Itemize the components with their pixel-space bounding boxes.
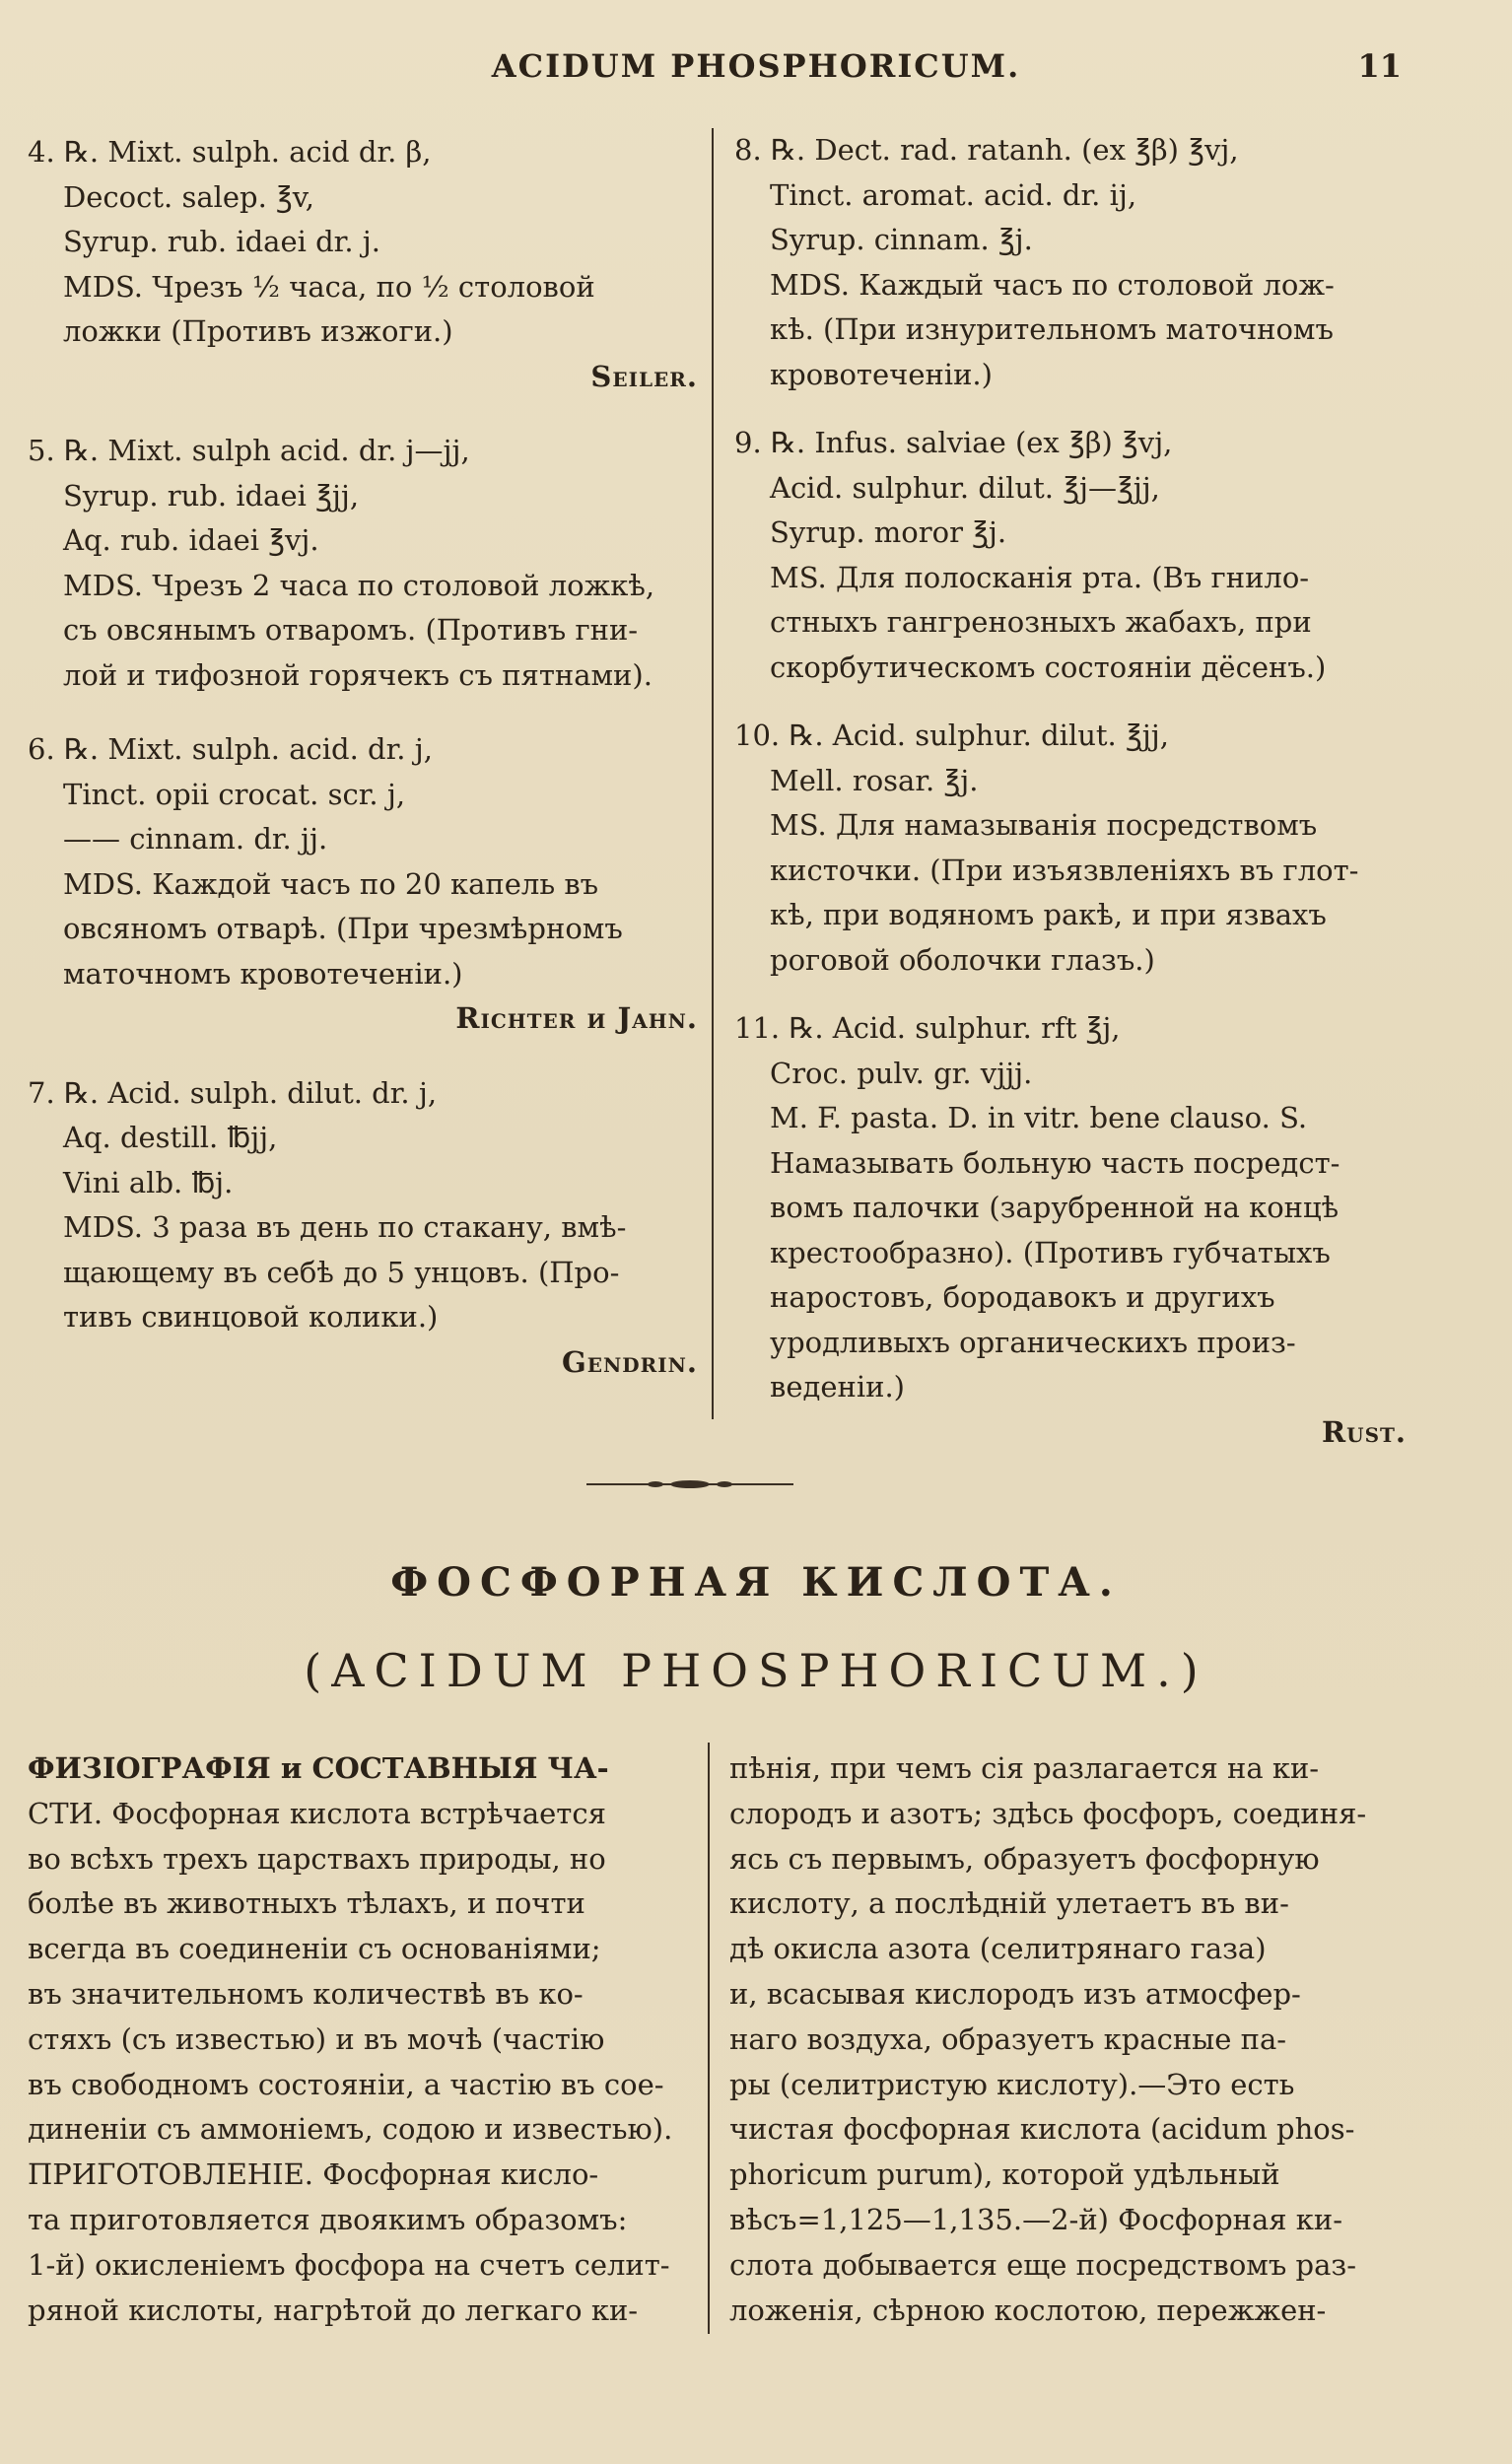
body-line: ложенія, сѣрною кослотою, пережжен- <box>729 2293 1327 2327</box>
recipe-line: 6. ℞. Mixt. sulph. acid. dr. j, <box>28 732 433 766</box>
body-line: ясь съ первымъ, образуетъ фосфорную <box>729 1841 1320 1876</box>
recipe-author: Gendrin. <box>562 1344 698 1379</box>
recipe-line: 7. ℞. Acid. sulph. dilut. dr. j, <box>28 1075 438 1110</box>
body-line: та приготовляется двоякимъ образомъ: <box>28 2202 628 2236</box>
body-line: слота добывается еще посредствомъ раз- <box>729 2247 1356 2282</box>
recipe-7 <box>28 1071 698 1386</box>
recipe-line: Syrup. rub. idaei dr. j. <box>63 225 381 258</box>
recipe-5 <box>28 429 698 698</box>
recipe-line: M. F. pasta. D. in vitr. bene clauso. S. <box>770 1101 1308 1134</box>
recipe-4 <box>28 130 698 399</box>
recipe-line: Aq. destill. ℔jj, <box>63 1121 278 1154</box>
body-line: во всѣхъ трехъ царствахъ природы, но <box>28 1841 606 1876</box>
page-number: 11 <box>1357 47 1402 85</box>
body-line: и, всасывая кислородъ изъ атмосфер- <box>729 1976 1301 2011</box>
recipe-line: Намазывать больную часть посредст- <box>770 1145 1340 1180</box>
recipe-line: 4. ℞. Mixt. sulph. acid dr. β, <box>28 135 432 169</box>
recipes-right-column <box>734 128 1407 1478</box>
body-line: болѣе въ животныхъ тѣлахъ, и почти <box>28 1886 585 1921</box>
body-line: phoricum purum), которой удѣльный <box>729 2157 1280 2192</box>
recipe-line: Syrup. moror ℥j. <box>770 515 1007 549</box>
recipe-line: MDS. Каждый часъ по столовой лож- <box>770 267 1335 302</box>
recipe-line: Tinct. opii crocat. scr. j, <box>63 777 406 811</box>
body-line: диненіи съ аммоніемъ, содою и известью). <box>28 2112 673 2147</box>
recipe-line: роговой оболочки глазъ.) <box>770 942 1155 977</box>
recipe-line: кисточки. (При изъязвленіяхъ въ глот- <box>770 853 1359 887</box>
body-line: ПРИГОТОВЛЕНІЕ. Фосфорная кисло- <box>28 2157 599 2192</box>
recipe-line: 11. ℞. Acid. sulphur. rft ℥j, <box>734 1011 1121 1045</box>
section-subtitle: (ACIDUM PHOSPHORICUM.) <box>304 1644 1208 1697</box>
body-line: въ значительномъ количествѣ въ ко- <box>28 1976 584 2011</box>
body-line: ФИЗІОГРАФІЯ и СОСТАВНЫЯ ЧА- <box>28 1751 609 1785</box>
recipe-line: 5. ℞. Mixt. sulph acid. dr. j—jj, <box>28 434 470 467</box>
recipe-line: —— cinnam. dr. jj. <box>63 822 328 856</box>
recipes-left-column <box>28 130 698 1408</box>
body-line: 1-й) окисленіемъ фосфора на счетъ селит- <box>28 2247 670 2282</box>
recipe-line: наростовъ, бородавокъ и другихъ <box>770 1280 1275 1314</box>
recipe-6 <box>28 727 698 1042</box>
recipe-line: MDS. Каждой часъ по 20 капель въ <box>63 866 599 901</box>
recipe-line: Vini alb. ℔j. <box>63 1165 234 1199</box>
body-line: вѣсъ=1,125—1,135.—2-й) Фосфорная ки- <box>729 2202 1343 2236</box>
body-text-left <box>28 1746 690 2333</box>
recipe-line: Tinct. aromat. acid. dr. ij, <box>770 177 1137 212</box>
recipe-line: 8. ℞. Dect. rad. ratanh. (ex ℥β) ℥vj, <box>734 133 1239 167</box>
recipe-line: маточномъ кровотеченіи.) <box>63 956 463 991</box>
body-line: ряной кислоты, нагрѣтой до легкаго ки- <box>28 2293 639 2327</box>
body-line: кислоту, а послѣдній улетаетъ въ ви- <box>729 1886 1289 1921</box>
recipe-line: MDS. Чрезъ ½ часа, по ½ столовой <box>63 269 595 304</box>
body-line: всегда въ соединеніи съ основаніями; <box>28 1932 601 1966</box>
recipe-line: съ овсянымъ отваромъ. (Противъ гни- <box>63 613 639 647</box>
recipe-11 <box>734 1006 1407 1455</box>
body-line: въ свободномъ состояніи, а частію въ сое- <box>28 2067 664 2101</box>
recipe-line: Decoct. salep. ℥v, <box>63 179 314 214</box>
recipe-line: Aq. rub. idaei ℥vj. <box>63 523 319 557</box>
ornament-divider <box>586 1478 793 1490</box>
recipe-line: скорбутическомъ состояніи дёсенъ.) <box>770 650 1327 684</box>
recipe-line: Acid. sulphur. dilut. ℥j—℥jj, <box>770 470 1160 505</box>
column-divider <box>712 128 714 1419</box>
body-line: ры (селитристую кислоту).—Это есть <box>729 2067 1295 2101</box>
running-title: ACIDUM PHOSPHORICUM. <box>491 47 1021 85</box>
recipe-9 <box>734 421 1407 690</box>
recipe-line: Croc. pulv. gr. vjjj. <box>770 1056 1033 1090</box>
recipe-line: Syrup. cinnam. ℥j. <box>770 223 1033 256</box>
recipe-line: вомъ палочки (зарубренной на концѣ <box>770 1191 1340 1224</box>
body-line: чистая фосфорная кислота (acidum phos- <box>729 2112 1355 2147</box>
body-line: наго воздуха, образуетъ красные па- <box>729 2021 1287 2056</box>
recipe-line: крестообразно). (Противъ губчатыхъ <box>770 1235 1331 1269</box>
recipe-line: кѣ, при водяномъ ракѣ, и при язвахъ <box>770 898 1327 931</box>
body-line: стяхъ (съ известью) и въ мочѣ (частію <box>28 2021 605 2056</box>
recipe-line: MDS. 3 раза въ день по стакану, вмѣ- <box>63 1210 627 1244</box>
recipe-line: кѣ. (При изнурительномъ маточномъ <box>770 312 1334 346</box>
recipe-line: 9. ℞. Infus. salviae (ex ℥β) ℥vj, <box>734 426 1173 459</box>
recipe-author: Richter и Jahn. <box>455 1001 698 1035</box>
running-head <box>0 47 1512 97</box>
column-divider <box>708 1743 710 2334</box>
recipe-line: MS. Для намазыванія посредствомъ <box>770 808 1318 842</box>
recipe-line: щающему въ себѣ до 5 унцовъ. (Про- <box>63 1255 620 1289</box>
recipe-author: Rust. <box>1322 1414 1407 1449</box>
recipe-8 <box>734 128 1407 397</box>
recipe-line: кровотеченіи.) <box>770 357 993 391</box>
recipe-line: MS. Для полосканія рта. (Въ гнило- <box>770 560 1310 594</box>
recipe-10 <box>734 714 1407 983</box>
recipe-line: лой и тифозной горячекъ съ пятнами). <box>63 657 653 692</box>
body-line: дѣ окисла азота (селитрянаго газа) <box>729 1932 1267 1966</box>
body-line: слородъ и азотъ; здѣсь фосфоръ, соединя- <box>729 1796 1367 1830</box>
recipe-line: тивъ свинцовой колики.) <box>63 1300 439 1334</box>
recipe-line: веденіи.) <box>770 1370 905 1403</box>
section-title: ФОСФОРНАЯ КИСЛОТА. <box>390 1559 1122 1606</box>
recipe-line: стныхъ гангренозныхъ жабахъ, при <box>770 605 1312 639</box>
body-line: СТИ. Фосфорная кислота встрѣчается <box>28 1796 606 1830</box>
recipe-line: ложки (Противъ изжоги.) <box>63 314 453 348</box>
recipe-line: 10. ℞. Acid. sulphur. dilut. ℥jj, <box>734 719 1169 752</box>
recipe-line: овсяномъ отварѣ. (При чрезмѣрномъ <box>63 912 623 945</box>
recipe-line: MDS. Чрезъ 2 часа по столовой ложкѣ, <box>63 568 655 602</box>
recipe-line: Syrup. rub. idaei ℥jj, <box>63 478 360 513</box>
recipe-author: Seiler. <box>590 359 698 393</box>
body-line: пѣнія, при чемъ сія разлагается на ки- <box>729 1751 1320 1785</box>
recipe-line: Mell. rosar. ℥j. <box>770 763 979 797</box>
recipe-line: уродливыхъ органическихъ произ- <box>770 1325 1296 1359</box>
body-text-right <box>729 1746 1402 2333</box>
